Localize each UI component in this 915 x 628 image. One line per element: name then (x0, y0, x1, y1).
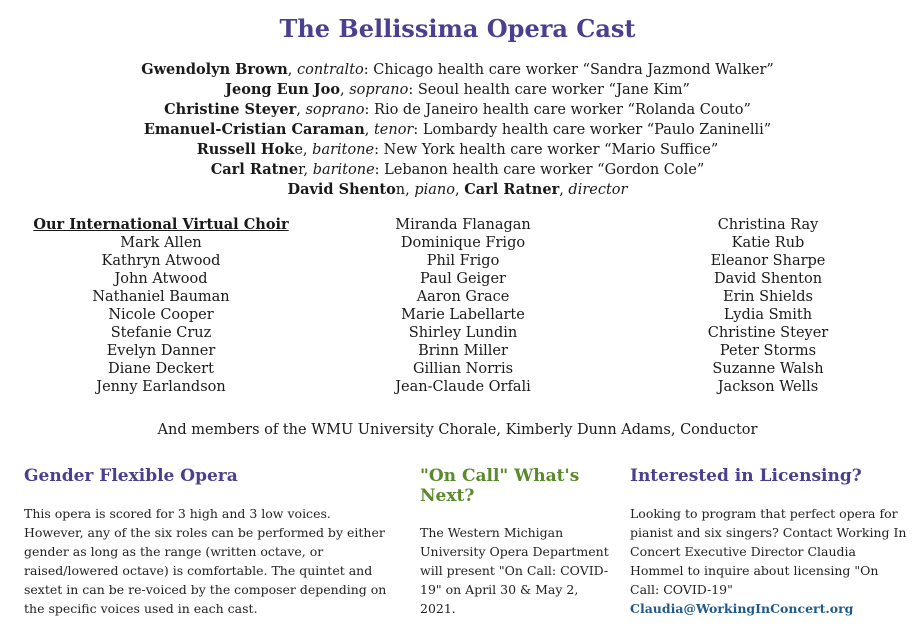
choir-column-2 (330, 216, 596, 396)
separator: r, (298, 162, 313, 178)
role-description: : Lombardy health care worker “Paulo Zaninelli” (413, 122, 772, 138)
chorale-note: And members of the WMU University Chorale, Kimberly Dunn Adams, Conductor (157, 422, 758, 438)
cast-line (0, 60, 915, 80)
choir-member: Aaron Grace (416, 289, 510, 305)
cast-line (0, 100, 915, 120)
page-title: The Bellissima Opera Cast (279, 14, 636, 43)
cast-line (0, 140, 915, 160)
separator: , (340, 82, 350, 98)
choir-member: Christina Ray (717, 217, 819, 233)
separator: n, (395, 182, 415, 198)
cast-list (0, 60, 915, 200)
separator: e, (294, 142, 313, 158)
separator: , (296, 102, 306, 118)
choir-member: John Atwood (114, 271, 208, 287)
choir-member: Jackson Wells (717, 379, 819, 395)
choir-column-1 (28, 216, 294, 396)
role-description: : Seoul health care worker “Jane Kim” (408, 82, 690, 98)
voice-type: baritone (312, 162, 375, 178)
separator: , (287, 62, 297, 78)
choir-member: Erin Shields (723, 289, 813, 305)
separator: , (364, 122, 374, 138)
licensing-text-block (630, 504, 910, 618)
role-description: : Rio de Janeiro health care worker “Rolanda Couto” (364, 102, 751, 118)
choir-member: Stefanie Cruz (110, 325, 212, 341)
choir-heading: Our International Virtual Choir (33, 216, 289, 233)
choir-member: Dominique Frigo (400, 235, 526, 251)
choir-member: Phil Frigo (426, 253, 500, 269)
voice-type: tenor (373, 122, 414, 138)
choir-member: Peter Storms (719, 343, 817, 359)
singer-name: Russell Hok (196, 141, 295, 158)
choir-member: David Shenton (713, 271, 823, 287)
choir-member: Mark Allen (120, 235, 202, 251)
singer-name: Gwendolyn Brown (141, 61, 288, 78)
choir-member: Evelyn Danner (106, 343, 216, 359)
on-call-next-heading: "On Call" What's Next? (420, 466, 580, 506)
gender-flexible-text: This opera is scored for 3 high and 3 low voices. However, any of the six roles can be performed by either gender as long as the range (written octave, or raised/lowered octave) is comfortable. The quintet and sextet in can be re-voiced by the composer depending on the specific voices used in each cast. (24, 506, 387, 616)
choir-member: Shirley Lundin (408, 325, 518, 341)
singer-name: Carl Ratne (210, 161, 299, 178)
choir-column-3 (635, 216, 901, 396)
choir-member: Brinn Miller (418, 343, 508, 359)
choir-member: Kathryn Atwood (101, 253, 221, 269)
choir-member: Diane Deckert (108, 361, 214, 377)
singer-name: Emanuel-Cristian Caraman (143, 121, 365, 138)
choir-member: Miranda Flanagan (395, 217, 531, 233)
choir-member: Paul Geiger (420, 271, 506, 287)
choir-member: Jean-Claude Orfali (395, 379, 531, 395)
voice-type: baritone (312, 142, 375, 158)
separator: , (454, 182, 465, 198)
choir-member: Christine Steyer (707, 325, 829, 341)
choir-member: Suzanne Walsh (712, 361, 824, 377)
role-description: : New York health care worker “Mario Suffice” (374, 142, 719, 158)
choir-member: Marie Labellarte (401, 307, 525, 323)
singer-name: Christine Steyer (164, 101, 297, 118)
cast-line (0, 160, 915, 180)
licensing-text: Looking to program that perfect opera for pianist and six singers? Contact Working In Concert Executive Director Claudia Hommel to inquire about licensing "On Call: COVID-19" (630, 506, 907, 597)
licensing-heading: Interested in Licensing? (630, 466, 862, 486)
separator: , (559, 182, 569, 198)
cast-line (0, 80, 915, 100)
cast-line (0, 120, 915, 140)
role-description: : Lebanon health care worker “Gordon Cole” (374, 162, 705, 178)
credits-line (0, 180, 915, 200)
pianist-role: piano (414, 182, 455, 198)
choir-member: Eleanor Sharpe (710, 253, 826, 269)
voice-type: soprano (305, 102, 365, 118)
choir-member: Lydia Smith (723, 307, 813, 323)
director-role: director (568, 182, 628, 198)
director-name: Carl Ratner (464, 181, 560, 198)
pianist-name: David Shento (287, 181, 396, 198)
voice-type: contralto (296, 62, 364, 78)
choir-member: Gillian Norris (412, 361, 514, 377)
choir-member: Nathaniel Bauman (92, 289, 230, 305)
singer-name: Jeong Eun Joo (225, 81, 340, 98)
choir-member: Jenny Earlandson (96, 379, 226, 395)
on-call-next-text: The Western Michigan University Opera Department will present "On Call: COVID-19" on April 30 & May 2, 2021. (420, 525, 609, 616)
contact-email-link[interactable]: Claudia@WorkingInConcert.org (630, 601, 854, 616)
choir-member: Nicole Cooper (108, 307, 214, 323)
voice-type: soprano (349, 82, 409, 98)
choir-member: Katie Rub (731, 235, 805, 251)
role-description: : Chicago health care worker “Sandra Jazmond Walker” (363, 62, 774, 78)
gender-flexible-heading: Gender Flexible Opera (24, 466, 238, 486)
